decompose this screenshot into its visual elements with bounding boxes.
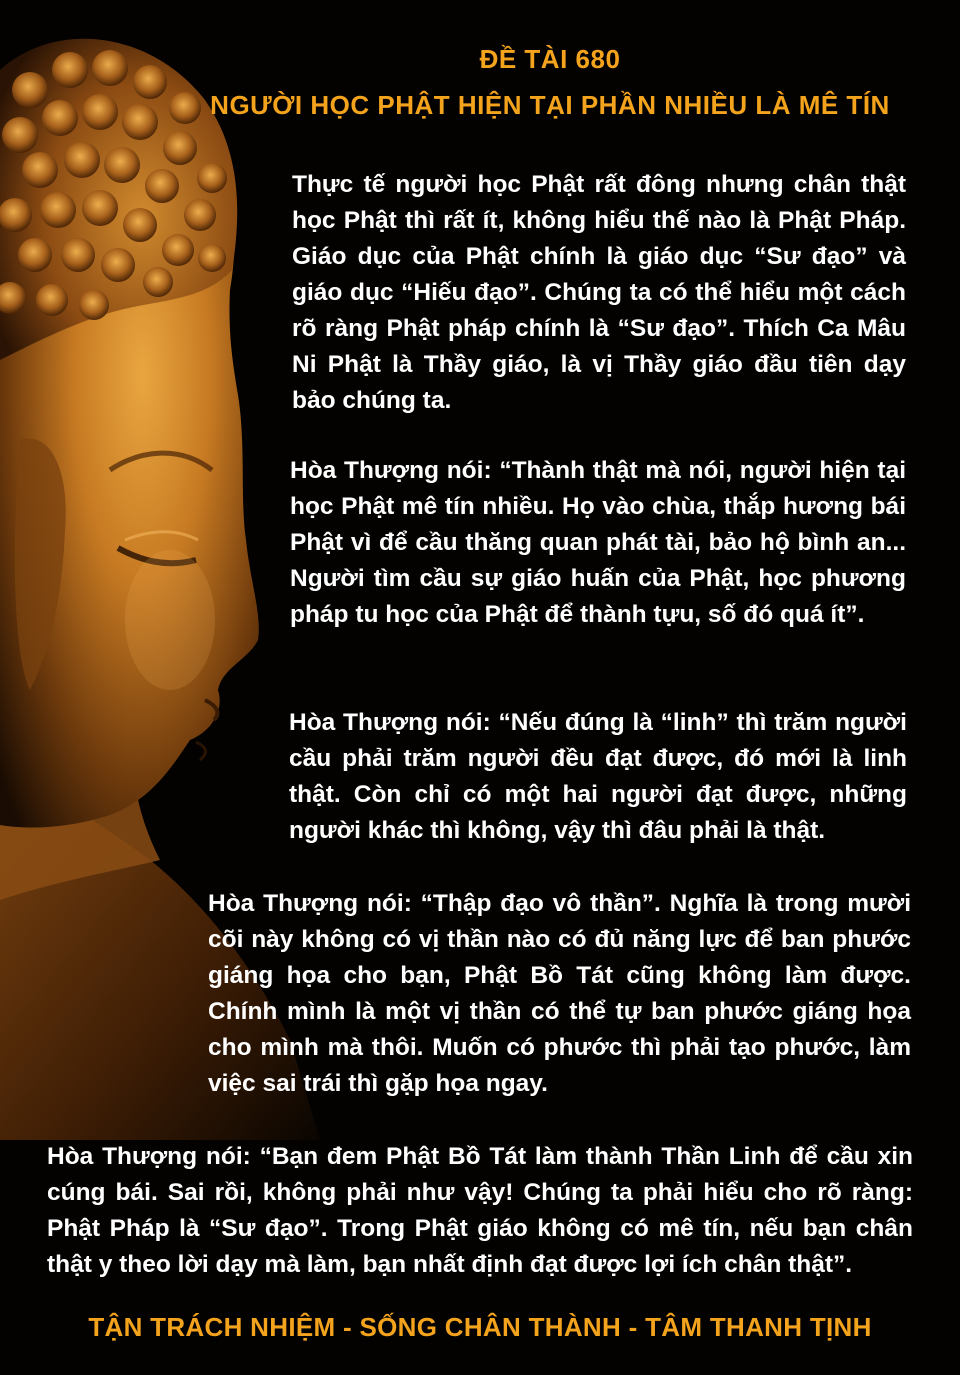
paragraph-quote-superstition: Hòa Thượng nói: “Thành thật mà nói, người hiện tại học Phật mê tín nhiều. Họ vào chùa, thắp hương bái Phật vì để cầu thăng quan phát tài, bảo hộ bình an... Người tìm cầu sự giáo huấn của Phật, học phương pháp tu học của Phật để thành tựu, số đó quá ít”.	[290, 457, 906, 628]
paragraph-quote-linh: Hòa Thượng nói: “Nếu đúng là “linh” thì trăm người cầu phải trăm người đều đạt được, đó mới là linh thật. Còn chỉ có một hai người đạt được, những người khác thì không, vậy thì đâu phải là thật.	[289, 709, 907, 844]
topic-number: ĐỀ TÀI 680	[479, 44, 621, 74]
paragraph-quote-su-dao: Hòa Thượng nói: “Bạn đem Phật Bồ Tát làm thành Thần Linh để cầu xin cúng bái. Sai rồi, không phải như vậy! Chúng ta phải hiểu cho rõ ràng: Phật Pháp là “Sư đạo”. Trong Phật giáo không có mê tín, nếu bạn chân thật y theo lời dạy mà làm, bạn nhất định đạt được lợi ích chân thật”.	[47, 1143, 913, 1278]
paragraph-intro: Thực tế người học Phật rất đông nhưng chân thật học Phật thì rất ít, không hiểu thế nào là Phật Pháp. Giáo dục của Phật chính là giáo dục “Sư đạo” và giáo dục “Hiếu đạo”. Chúng ta có thể hiểu một cách rõ ràng Phật pháp chính là “Sư đạo”. Thích Ca Mâu Ni Phật là Thầy giáo, là vị Thầy giáo đầu tiên dạy bảo chúng ta.	[292, 171, 906, 414]
page-title: NGƯỜI HỌC PHẬT HIỆN TẠI PHẦN NHIỀU LÀ MÊ TÍN	[210, 90, 890, 120]
footer-motto: TẬN TRÁCH NHIỆM - SỐNG CHÂN THÀNH - TÂM THANH TỊNH	[88, 1312, 872, 1342]
paragraph-quote-thap-dao: Hòa Thượng nói: “Thập đạo vô thần”. Nghĩa là trong mười cõi này không có vị thần nào có đủ năng lực để ban phước giáng họa cho bạn, Phật Bồ Tát cũng không làm được. Chính mình là một vị thần có thể tự ban phước giáng họa cho mình mà thôi. Muốn có phước thì phải tạo phước, làm việc sai trái thì gặp họa ngay.	[208, 890, 911, 1097]
